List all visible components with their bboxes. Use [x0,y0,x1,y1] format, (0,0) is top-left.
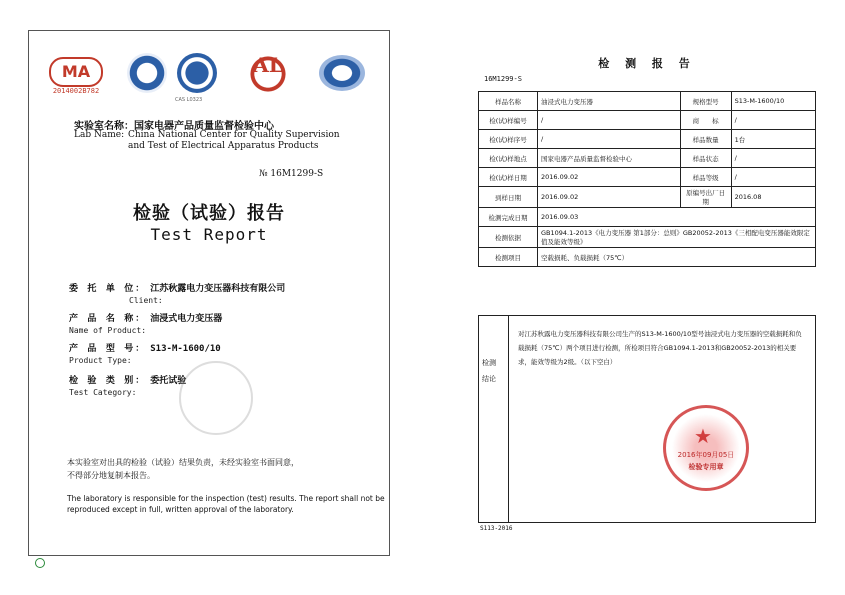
report-table [478,91,816,267]
table-label-cell: 样品名称 [479,92,538,111]
table-label-cell: 检(试)样序号 [479,130,538,149]
table-row [479,208,816,227]
table-value-cell: 空载损耗、负载损耗（75℃） [538,248,816,267]
table-row [479,248,816,267]
report-footer: S113-2016 [480,525,513,532]
table-label-cell: 检测完成日期 [479,208,538,227]
lab-name-en: Lab Name: China National Center for Quality Supervision and Test of Electrical Apparatus Products [74,130,340,151]
cqc-seal-icon [319,55,365,91]
table-row [479,227,816,248]
cert-number: 2014002B782 [52,87,100,95]
table-label-cell: 样品数量 [680,130,731,149]
report-title: 检 测 报 告 [598,57,696,70]
logo-row [49,53,369,108]
table-value-cell: 油浸式电力变压器 [538,92,681,111]
table-row [479,130,816,149]
cal-seal-icon: AL [247,53,289,95]
table-value-cell: GB1094.1-2013《电力变压器 第1部分：总则》GB20052-2013《三相配电变压器能效限定值及能效等级》 [538,227,816,248]
table-value-cell: / [731,111,815,130]
cnas-seal-icon [177,53,217,93]
table-value-cell: / [731,168,815,187]
table-value-cell: S13-M-1600/10 [731,92,815,111]
table-value-cell: / [538,111,681,130]
table-row [479,168,816,187]
product-field: 产 品 名 称： 油浸式电力变压器 Name of Product: [69,314,223,335]
title-cn: 检验（试验）报告 [133,203,285,224]
table-label-cell: 检测依据 [479,227,538,248]
disclaimer-en: The laboratory is responsible for the inspection (test) results. The report shall not be reproduced except in full, written approval of the laboratory. [67,494,385,514]
disclaimer-cn: 本实验室对出具的检验（试验）结果负责，未经实验室书面同意， 不得部分地复制本报告。 [67,458,299,480]
table-value-cell: 2016.09.03 [538,208,816,227]
lab-name-cn: 实验室名称：国家电器产品质量监督检验中心 [74,121,274,132]
table-label-cell: 原编号出厂日期 [680,187,731,208]
conclusion-divider [508,315,509,523]
table-value-cell: 1台 [731,130,815,149]
table-value-cell: 国家电器产品质量监督检验中心 [538,149,681,168]
conclusion-text: 对江苏秋露电力变压器科技有限公司生产的S13-M-1600/10型号油浸式电力变压器的空载损耗和负载损耗（75℃）两个项目进行检测，所检项目符合GB1094.1-2013和GB20052-2013的相关要求，能效等级为2级。（以下空白） [518,330,802,366]
report-number: 16M1299-S [484,75,522,83]
table-value-cell: / [731,149,815,168]
conclusion-label: 检测结论 [482,359,496,383]
inspection-stamp-icon: ★ 2016年09月05日 检验专用章 [663,405,749,491]
page-marker-icon [35,558,45,568]
table-label-cell: 到样日期 [479,187,538,208]
report-number: № 16M1299-S [259,169,324,179]
cnas-number: CAS L0323 [175,97,203,103]
title-en: Test Report [150,225,268,244]
table-value-cell: 2016.09.02 [538,187,681,208]
table-value-cell: 2016.08 [731,187,815,208]
table-label-cell: 商 标 [680,111,731,130]
table-row [479,187,816,208]
table-value-cell: 2016.09.02 [538,168,681,187]
table-row [479,111,816,130]
table-value-cell: / [538,130,681,149]
table-label-cell: 检测项目 [479,248,538,267]
category-field: 检 验 类 别： 委托试验 Test Category: [69,376,187,397]
table-row [479,149,816,168]
report-page [478,55,816,535]
type-field: 产 品 型 号： S13-M-1600/10 Product Type: [69,344,221,365]
table-row [479,92,816,111]
client-field: 委 托 单 位： 江苏秋露电力变压器科技有限公司 Client: [69,284,286,305]
table-label-cell: 规格型号 [680,92,731,111]
table-label-cell: 样品状态 [680,149,731,168]
table-label-cell: 检(试)样编号 [479,111,538,130]
table-label-cell: 样品等级 [680,168,731,187]
table-label-cell: 检(试)样日期 [479,168,538,187]
table-label-cell: 检(试)样地点 [479,149,538,168]
faint-stamp [179,361,253,435]
cover-page [28,30,390,556]
globe-seal-icon [127,53,167,93]
cma-logo: MA [49,57,103,87]
